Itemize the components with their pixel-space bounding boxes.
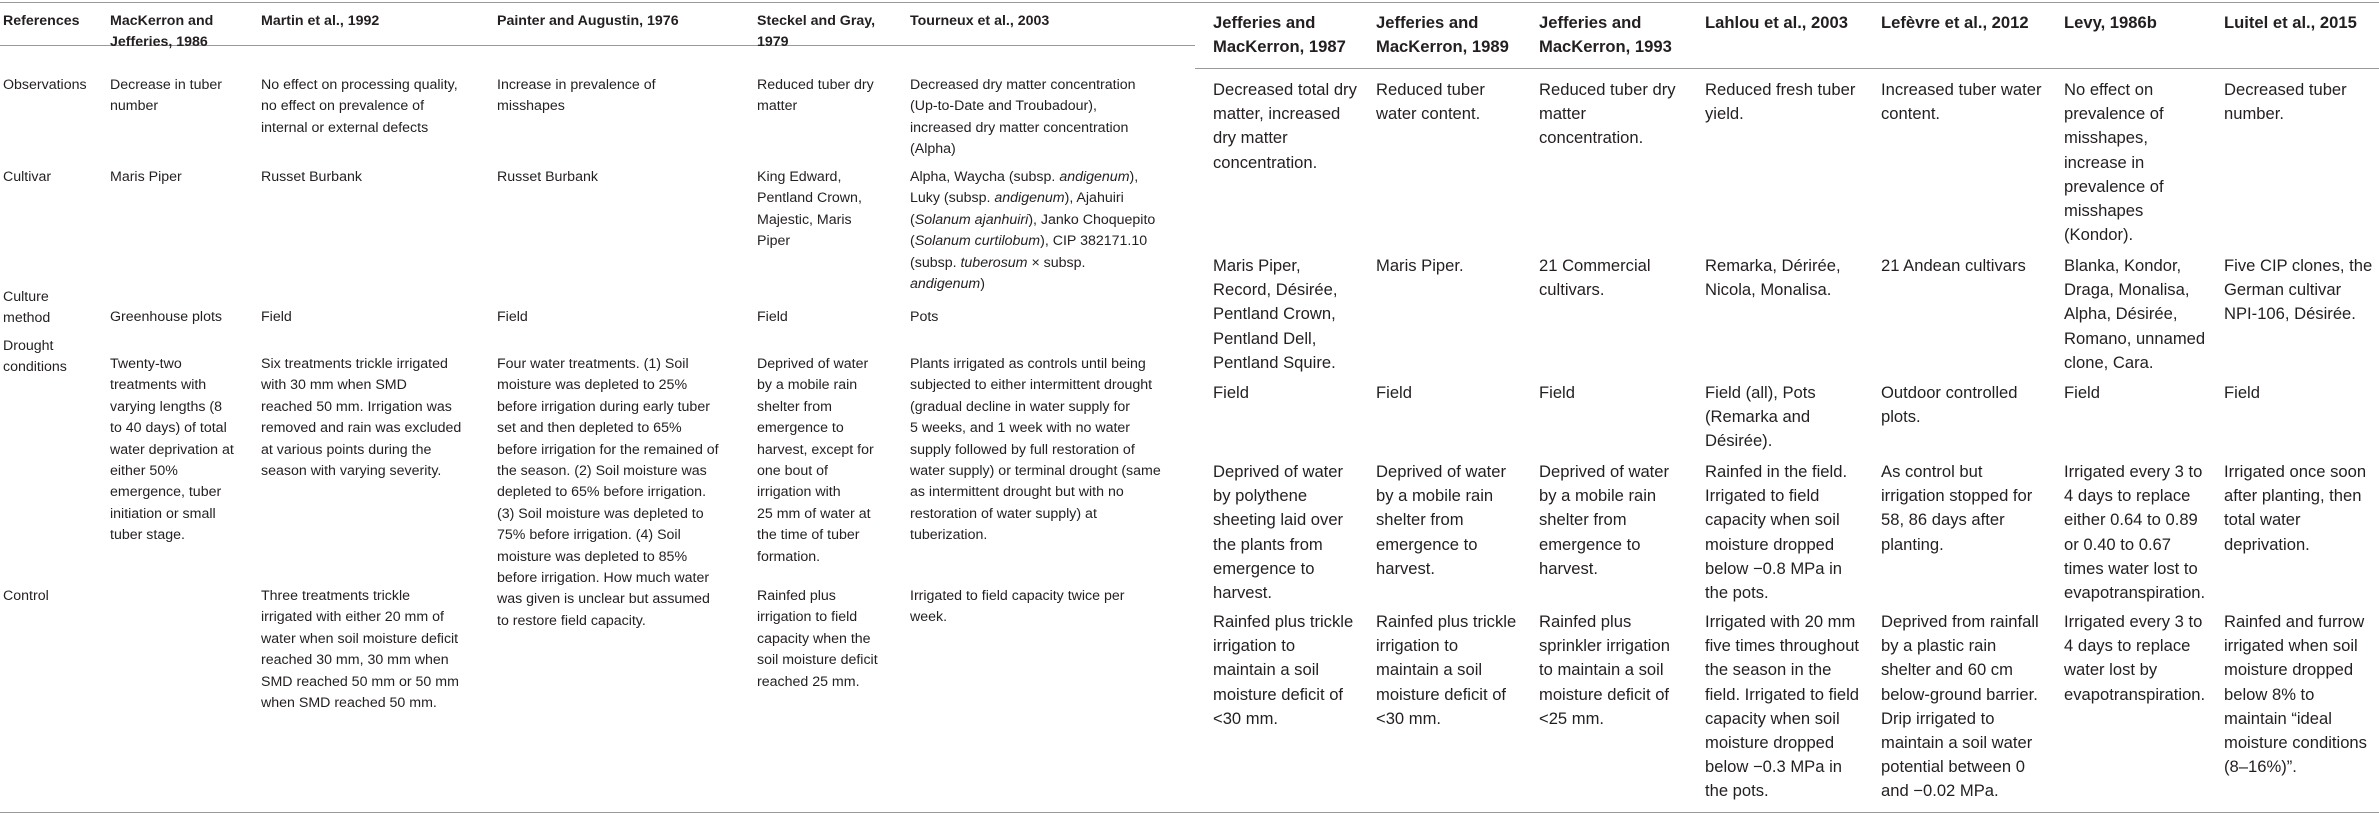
column-header-tourneux-2003: Tourneux et al., 2003 xyxy=(910,13,1050,29)
column-header-martin-1992: Martin et al., 1992 xyxy=(261,13,380,29)
table-cell: Six treatments trickle irrigated with 30 mm when SMD reached 50 mm. Irrigation was removed and rain was excluded at various points during the season with varying severity. xyxy=(261,356,462,480)
table-cell: Maris Piper. xyxy=(1376,256,1464,275)
table-cell: Irrigated to field capacity twice per week. xyxy=(910,588,1125,626)
table-cell: No effect on processing quality, no effect on prevalence of internal or external defects xyxy=(261,77,458,136)
table-cell: Deprived of water by a mobile rain shelter from emergence to harvest, except for one bout of irrigation with 25 mm of water at the time of tuber formation. xyxy=(757,356,874,565)
table-cell: Deprived from rainfall by a plastic rain shelter and 60 cm below-ground barrier. Drip irrigated to maintain a soil water potential between 0 and −0.02 MPa. xyxy=(1881,612,2039,801)
table-cell: Reduced tuber water content. xyxy=(1376,80,1485,124)
column-header-steckel-gray-1979: Steckel and Gray, 1979 xyxy=(757,13,876,51)
table-cell: Irrigated once soon after planting, then total water deprivation. xyxy=(2224,462,2367,554)
row-label-culture-method: Culture method xyxy=(3,289,51,327)
table-cell: Irrigated every 3 to 4 days to replace water lost by evapotranspiration. xyxy=(2064,612,2206,704)
table-cell: Rainfed plus trickle irrigation to maintain a soil moisture deficit of <30 mm. xyxy=(1213,612,1354,728)
table-cell-tourneux-cultivar: Alpha, Waycha (subsp. andigenum), Luky (subsp. andigenum), Ajahuiri (Solanum ajanhuiri), Janko Choquepito (Solanum curtilobum), CIP 382171.10 (subsp. tuberosum × subsp. andigenum) xyxy=(910,169,1156,293)
table-cell: Decreased tuber number. xyxy=(2224,80,2347,124)
table-cell: 21 Commercial cultivars. xyxy=(1539,256,1651,300)
table-cell: Deprived of water by a mobile rain shelter from emergence to harvest. xyxy=(1539,462,1670,578)
right-table-top-rule xyxy=(1195,2,2379,3)
column-header-painter-augustin-1976: Painter and Augustin, 1976 xyxy=(497,13,679,29)
column-header-mackerron-jefferies-1986: MacKerron and Jefferies, 1986 xyxy=(110,13,214,51)
table-cell: No effect on prevalence of misshapes, increase in prevalence of misshapes (Kondor). xyxy=(2064,80,2164,245)
table-cell: Rainfed plus irrigation to field capacity when the soil moisture deficit reached 25 mm. xyxy=(757,588,878,690)
table-cell: Irrigated every 3 to 4 days to replace either 0.64 to 0.89 or 0.40 to 0.67 times water lost to evapotranspiration. xyxy=(2064,462,2206,603)
table-cell: 21 Andean cultivars xyxy=(1881,256,2026,275)
table-cell: Plants irrigated as controls until being subjected to either intermittent drought (gradual decline in water supply for 5 weeks, and 1 week with no water supply followed by full restoration of water supply) or terminal drought (same as intermittent drought but with no restoration of water supply) at tuberization. xyxy=(910,356,1161,544)
table-cell: Outdoor controlled plots. xyxy=(1881,383,2018,427)
column-header-luitel-2015: Luitel et al., 2015 xyxy=(2224,13,2357,32)
table-cell: Four water treatments. (1) Soil moisture was depleted to 25% before irrigation during early tuber set and then depleted to 65% before irrigation for the remained of the season. (2) Soil moisture was depleted to 65% before irrigation. (3) Soil moisture was depleted to 75% before irrigation. (4) Soil moisture was depleted to 85% before irrigation. How much water was given is unclear but assumed to restore field capacity. xyxy=(497,356,719,629)
table-cell: Five CIP clones, the German cultivar NPI-106, Désirée. xyxy=(2224,256,2373,324)
row-label-observations: Observations xyxy=(3,77,87,93)
column-header-jefferies-mackerron-1989: Jefferies and MacKerron, 1989 xyxy=(1376,13,1509,57)
table-cell: Field xyxy=(1539,383,1575,402)
row-label-cultivar: Cultivar xyxy=(3,169,52,185)
table-cell: Reduced tuber dry matter xyxy=(757,77,874,115)
corner-header: References xyxy=(3,13,80,29)
column-header-levy-1986b: Levy, 1986b xyxy=(2064,13,2157,32)
table-cell: Decreased total dry matter, increased dry matter concentration. xyxy=(1213,80,1357,172)
table-cell: Field (all), Pots (Remarka and Désirée). xyxy=(1705,383,1816,451)
column-header-lahlou-2003: Lahlou et al., 2003 xyxy=(1705,13,1848,32)
table-cell: Field xyxy=(497,309,528,325)
table-cell: Blanka, Kondor, Draga, Monalisa, Alpha, Désirée, Romano, unnamed clone, Cara. xyxy=(2064,256,2206,372)
table-cell: Three treatments trickle irrigated with either 20 mm of water when soil moisture deficit reached 30 mm, 30 mm when SMD reached 50 mm or 50 mm when SMD reached 50 mm. xyxy=(261,588,459,712)
table-cell: Field xyxy=(1213,383,1249,402)
table-cell: Remarka, Dérirée, Nicola, Monalisa. xyxy=(1705,256,1841,300)
table-cell: Decreased dry matter concentration (Up-to-Date and Troubadour), increased dry matter concentration (Alpha) xyxy=(910,77,1136,158)
table-cell: Maris Piper xyxy=(110,169,182,185)
left-table-top-rule xyxy=(0,2,1195,3)
table-cell: Deprived of water by a mobile rain shelter from emergence to harvest. xyxy=(1376,462,1507,578)
table-cell: Rainfed plus sprinkler irrigation to maintain a soil moisture deficit of <25 mm. xyxy=(1539,612,1670,728)
table-cell: Irrigated with 20 mm five times throughout the season in the field. Irrigated to field capacity when soil moisture dropped below −0.3 MPa in the pots. xyxy=(1705,612,1860,801)
table-cell: Deprived of water by polythene sheeting laid over the plants from emergence to harvest. xyxy=(1213,462,1344,603)
table-cell: Pots xyxy=(910,309,939,325)
table-cell: Field xyxy=(1376,383,1412,402)
table-cell: Russet Burbank xyxy=(261,169,362,185)
table-cell: Greenhouse plots xyxy=(110,309,222,325)
table-cell: Maris Piper, Record, Désirée, Pentland Crown, Pentland Dell, Pentland Squire. xyxy=(1213,256,1338,372)
table-cell: Reduced tuber dry matter concentration. xyxy=(1539,80,1676,148)
table-cell: Twenty-two treatments with varying lengths (8 to 40 days) of total water deprivation at either 50% emergence, tuber initiation or small tuber stage. xyxy=(110,356,234,544)
table-cell: Russet Burbank xyxy=(497,169,598,185)
table-cell: Rainfed plus trickle irrigation to maintain a soil moisture deficit of <30 mm. xyxy=(1376,612,1517,728)
right-table-header-rule xyxy=(1195,68,2379,69)
table-cell: Rainfed and furrow irrigated when soil moisture dropped below 8% to maintain “ideal moisture conditions (8–16%)”. xyxy=(2224,612,2367,777)
row-label-control: Control xyxy=(3,588,49,604)
column-header-lefevre-2012: Lefèvre et al., 2012 xyxy=(1881,13,2029,32)
table-cell: Rainfed in the field. Irrigated to field capacity when soil moisture dropped below −0.8 MPa in the pots. xyxy=(1705,462,1848,603)
table-cell: Increased tuber water content. xyxy=(1881,80,2042,124)
table-cell: Field xyxy=(2064,383,2100,402)
row-label-drought-conditions: Drought conditions xyxy=(3,338,67,376)
table-cell: Field xyxy=(757,309,788,325)
table-cell: Increase in prevalence of misshapes xyxy=(497,77,656,115)
table-cell: Field xyxy=(261,309,292,325)
table-cell: King Edward, Pentland Crown, Majestic, Maris Piper xyxy=(757,169,862,250)
column-header-jefferies-mackerron-1993: Jefferies and MacKerron, 1993 xyxy=(1539,13,1672,57)
table-cell: As control but irrigation stopped for 58, 86 days after planting. xyxy=(1881,462,2033,554)
table-cell: Reduced fresh tuber yield. xyxy=(1705,80,1856,124)
table-cell: Decrease in tuber number xyxy=(110,77,222,115)
column-header-jefferies-mackerron-1987: Jefferies and MacKerron, 1987 xyxy=(1213,13,1346,57)
table-cell: Field xyxy=(2224,383,2260,402)
right-table-bottom-rule xyxy=(0,812,2379,813)
